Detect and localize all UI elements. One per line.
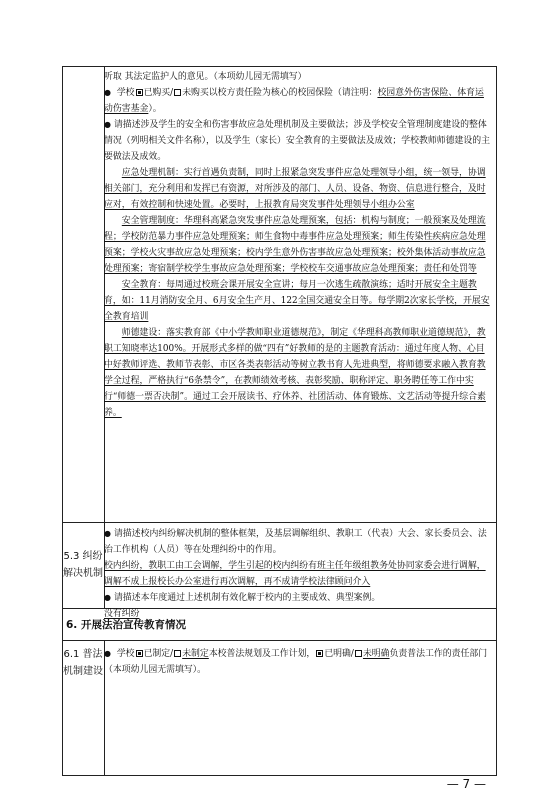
label-line-2: 解决机制 [63, 568, 103, 579]
law-mechanism-section [104, 646, 492, 678]
safety-section [104, 69, 492, 421]
guardian-note: 听取 其法定监护人的意见。（本项幼儿园无需填写） [104, 72, 307, 82]
dispute-question-2: ● 请描述本年度通过上述机制有效化解于校内的主要成效、典型案例。 [104, 590, 492, 606]
t-notclear-label: 未明确 [362, 649, 390, 659]
insurance-item [104, 85, 492, 117]
checkbox-not-bought[interactable] [174, 89, 181, 96]
t-prefix: 学校 [116, 649, 135, 659]
ins-detail: 校园意外伤害保险、体育运动伤害基金 [104, 88, 484, 114]
safety-question: ● 请描述涉及学生的安全和伤害事故应急处理机制及主要做法；涉及学校安全管理制度建设的整体情况（列明相关文件名称），以及学生（家长）安全教育的主要做法及成效；学校教师师德建设的主要做法及成效。 [104, 117, 492, 165]
row-divider [62, 522, 497, 523]
row-divider [62, 640, 497, 641]
section-6-title: 6. 开展法治宣传教育情况 [66, 619, 186, 631]
label-line-1: 6.1 普法 [63, 649, 103, 660]
safety-education: 安全教育：每周通过校班会课开展安全宣讲；每月一次逃生疏散演练；适时开展安全主题教育，如：11月消防安全月、6月安全生产月、122全国交通安全日等。每学期2次家长学校，开展安全教育培训 [104, 280, 490, 322]
law-mechanism-item [104, 646, 492, 678]
checkbox-bought[interactable] [136, 89, 143, 96]
dispute-question-1: ● 请描述校内纠纷解决机制的整体框架，及基层调解组织、教职工（代表）大会、家长委员会、法治工作机构（人员）等在处理纠纷中的作用。 [104, 526, 492, 558]
dispute-answer-2: 没有纠纷 [104, 609, 140, 619]
dispute-section [104, 526, 492, 622]
ins-end: ）。 [148, 104, 162, 114]
t-mid: 本校普法规划及工作计划， [208, 649, 316, 659]
t-made-label: 已制定/ [143, 649, 174, 659]
section-6-1-label [62, 646, 104, 680]
ins-not-label: 未购买以校方责任险为核心的校园保险（请注明： [182, 88, 378, 98]
checkbox-clear[interactable] [316, 650, 323, 657]
teacher-ethics: 师德建设：落实教育部《中小学教师职业道德规范》，制定《华理科高教师职业道德规范》，教职工知晓率达100%。开展形式多样的做“四有”好教师的是的主题教育活动：通过年度人物、心目中好教师评选、教师节表彰、市区各类表彰活动等树立教书育人先进典型，将师德要求融入教育教学全过程，严格执行“6条禁令”，在教师绩效考核、表彰奖励、职称评定、职务聘任等工作中实行“师德一票否决制”。通过工会开展读书、疗休养、社团活动、体育锻炼、文艺活动等提升综合素养。 [104, 328, 486, 418]
page-number: — 7 — [446, 777, 486, 791]
section-5-3-label [62, 548, 104, 582]
label-line-2: 机制建设 [63, 666, 103, 677]
ins-bought-label: 已购买/ [143, 88, 174, 98]
t-notmade-label: 未制定 [182, 649, 209, 659]
t-end: 负责普法工作的责任部门（本项幼儿园无需填写）。 [104, 649, 488, 675]
ins-prefix: 学校 [116, 88, 135, 98]
label-line-1: 5.3 纠纷 [63, 551, 103, 562]
checkbox-not-clear[interactable] [355, 650, 362, 657]
safety-management: 安全管理制度：华理科高紧急突发事件应急处理预案，包括：机构与制度；一般预案及处理流程；学校防范暴力事件应急处理预案；师生食物中毒事件应急处理预案；师生传染性疾病应急处理预案；学校火灾事故应急处理预案；校内学生意外伤害事故应急处理预案；校外集体活动事故应急处理预案；寄宿制学校学生事故应急处理预案；学校校车交通事故应急处理预案；责任和处罚等 [104, 216, 486, 274]
checkbox-made[interactable] [136, 650, 143, 657]
checkbox-not-made[interactable] [174, 650, 181, 657]
t-clear-label: 已明确/ [324, 649, 354, 659]
emergency-mechanism: 应急处理机制：实行首遇负责制，同时上报紧急突发事件应急处理领导小组，统一领导，协调相关部门，充分利用和发挥已有资源，对所涉及的部门、人员、设备、物资、信息进行整合，及时应对，有效控制和快速处置。必要时，上报教育局突发事件处理领导小组办公室 [104, 168, 486, 210]
dispute-answer-1: 校内纠纷，教职工由工会调解，学生引起的校内纠纷有班主任年级组教务处协同家委会进行调解，调解不成上报校长办公室进行再次调解，再不成请学校法律顾问介入 [104, 561, 486, 587]
